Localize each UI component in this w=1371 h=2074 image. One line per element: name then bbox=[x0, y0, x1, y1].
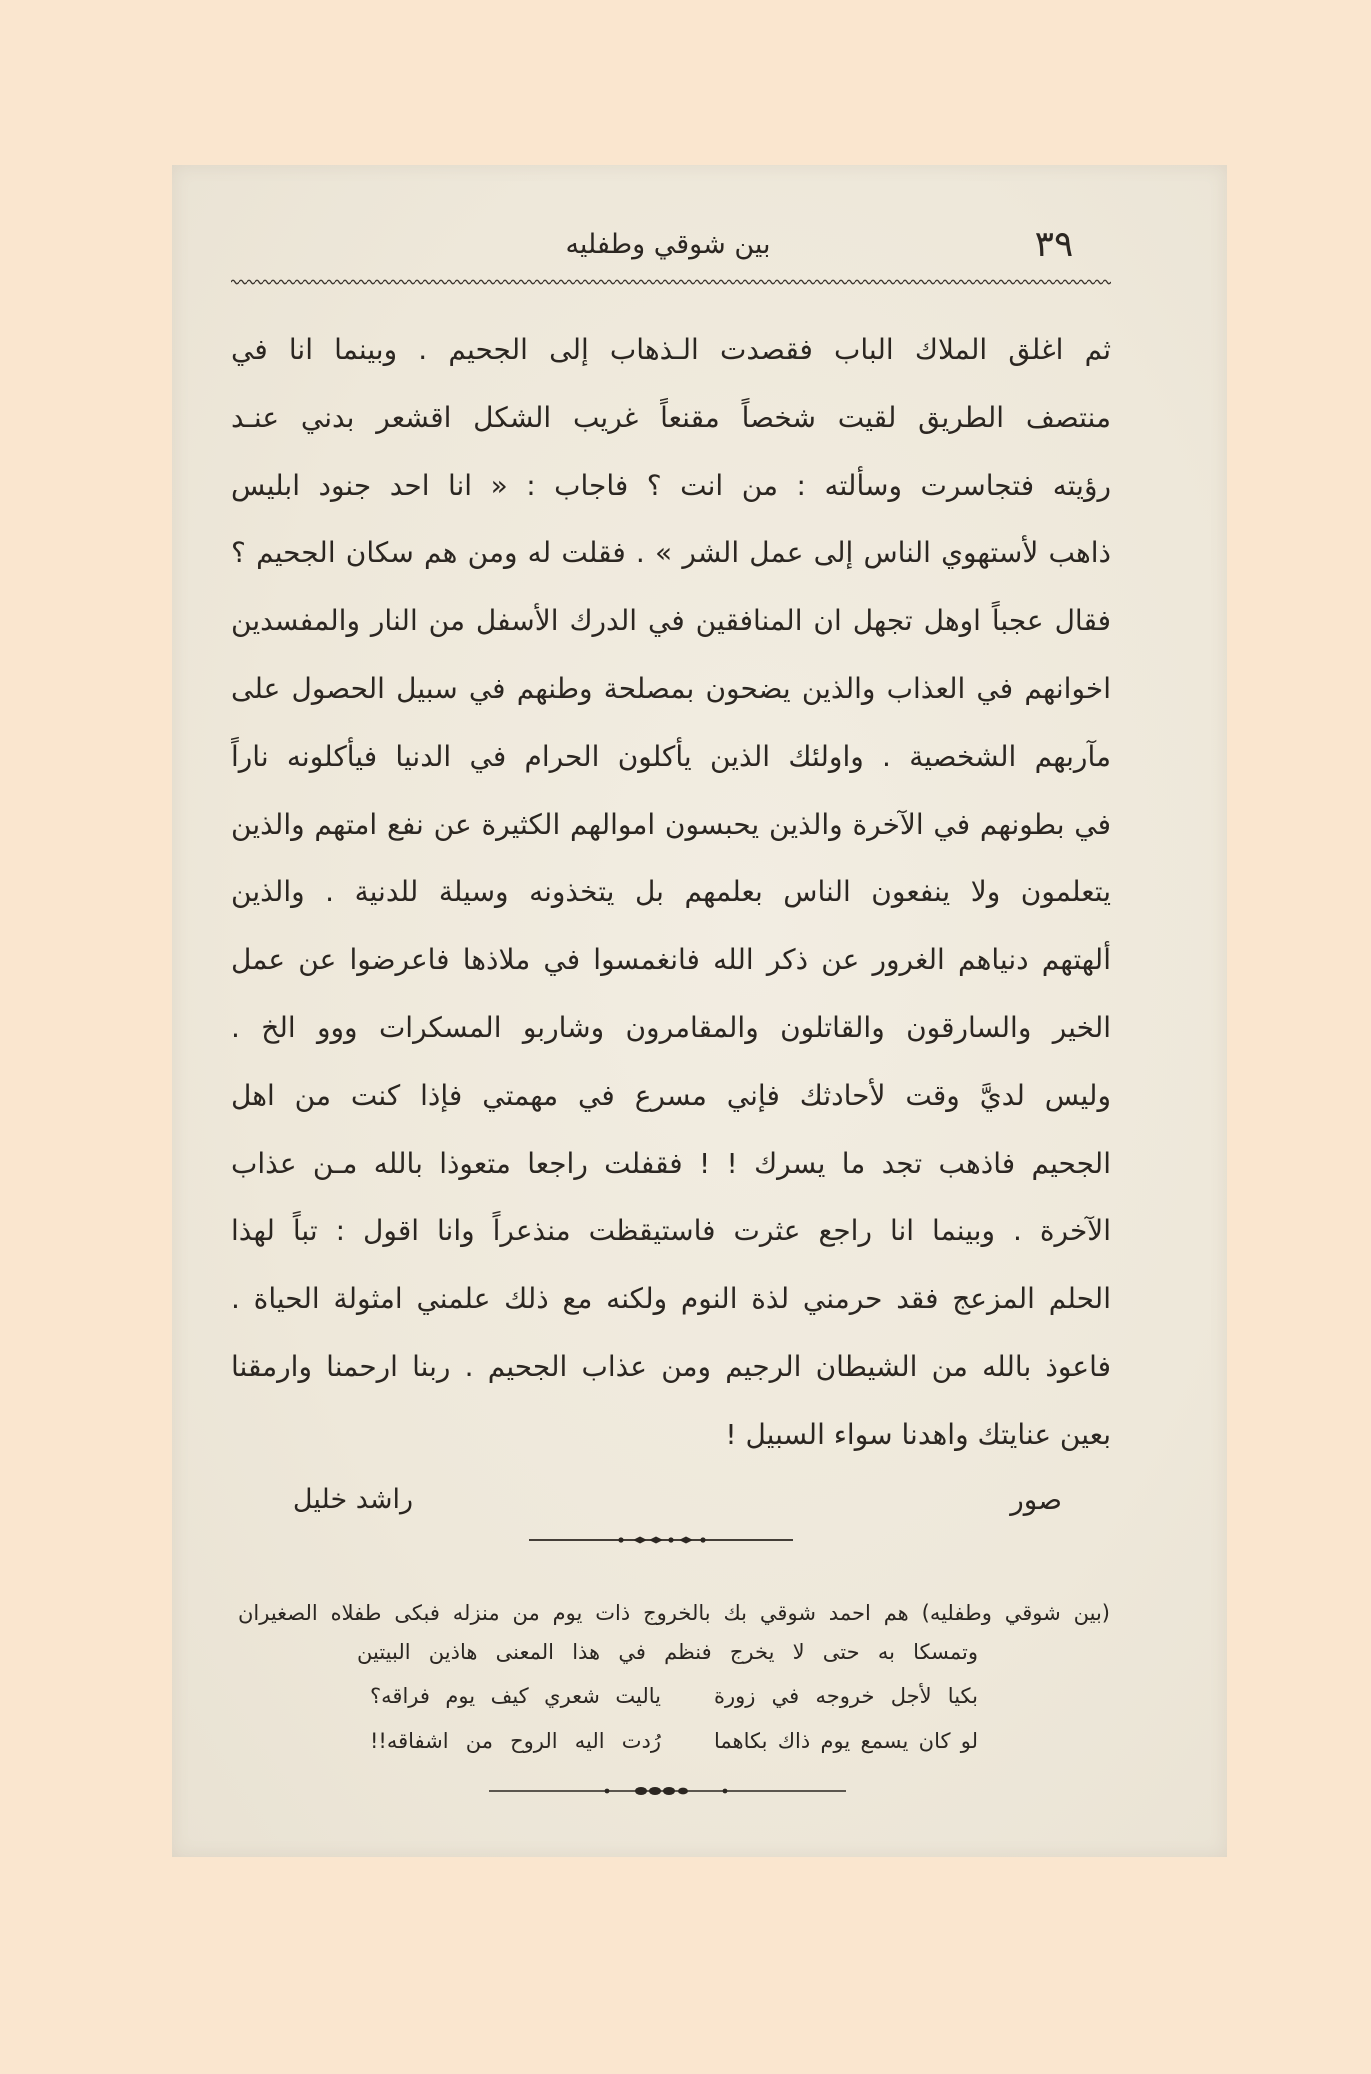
text-line: في بطونهم في الآخرة والذين يحبسون اموالهم الكثيرة عن نفع امتهم والذين bbox=[231, 807, 1111, 841]
text-line: ألهتهم دنياهم الغرور عن ذكر الله فانغمسوا في ملاذها فاعرضوا عن عمل bbox=[231, 943, 1111, 977]
text-line: ثم اغلق الملاك الباب فقصدت الـذهاب إلى الجحيم . وبينما انا في bbox=[231, 333, 1111, 366]
signature-place: صور bbox=[1010, 1483, 1062, 1516]
text-line: الجحيم فاذهب تجد ما يسرك ! ! فقفلت راجعا متعوذا بالله مـن عذاب bbox=[231, 1146, 1111, 1180]
text-line: اخوانهم في العذاب والذين يضحون بمصلحة وطنهم في سبيل الحصول على bbox=[231, 671, 1111, 705]
text-line: وليس لديَّ وقت لأحادثك فإني مسرع في مهمتي فإذا كنت من اهل bbox=[231, 1078, 1111, 1112]
footnote-line: وتمسكا به حتى لا يخرج فنظم في هذا المعنى هاذين البيتين bbox=[357, 1640, 978, 1664]
poem-verse-2-first-hemistich: لو كان يسمع يوم ذاك بكاهما bbox=[714, 1729, 978, 1753]
text-line: يتعلمون ولا ينفعون الناس بعلمهم بل يتخذونه وسيلة للدنية . والذين bbox=[231, 875, 1111, 909]
text-line: منتصف الطريق لقيت شخصاً مقنعاً غريب الشكل اقشعر بدني عنـد bbox=[231, 400, 1111, 434]
poem-verse-1-second-hemistich: ياليت شعري كيف يوم فراقه؟ bbox=[370, 1684, 661, 1708]
text-line: رؤيته فتجاسرت وسألته : من انت ؟ فاجاب : « انا احد جنود ابليس bbox=[231, 468, 1111, 502]
text-line: الآخرة . وبينما انا راجع عثرت فاستيقظت منذعراً وانا اقول : تباً لهذا bbox=[231, 1214, 1111, 1248]
page-number: ٣٩ bbox=[1034, 224, 1074, 265]
ornamental-divider-bottom bbox=[489, 1785, 846, 1797]
text-line: فاعوذ بالله من الشيطان الرجيم ومن عذاب الجحيم . ربنا ارحمنا وارمقنا bbox=[231, 1349, 1111, 1383]
text-line: الخير والسارقون والقاتلون والمقامرون وشاربو المسكرات ووو الخ . bbox=[231, 1010, 1111, 1044]
text-line: مآربهم الشخصية . واولئك الذين يأكلون الحرام في الدنيا فيأكلونه ناراً bbox=[231, 739, 1111, 773]
book-page bbox=[172, 165, 1227, 1857]
divider-ornament bbox=[489, 1787, 846, 1795]
footnote-line: (بين شوقي وطفليه) هم احمد شوقي بك بالخروج ذات يوم من منزله فبكى طفلاه الصغيران bbox=[238, 1601, 1110, 1625]
signature-author: راشد خليل bbox=[292, 1484, 414, 1515]
divider-ornament bbox=[529, 1537, 793, 1544]
poem-verse-1-first-hemistich: بكيا لأجل خروجه في زورة bbox=[714, 1684, 978, 1708]
running-title: بين شوقي وطفليه bbox=[565, 229, 771, 260]
text-line-last: بعين عنايتك واهدنا سواء السبيل ! bbox=[725, 1417, 1111, 1451]
text-line: الحلم المزعج فقد حرمني لذة النوم ولكنه مع ذلك علمني امثولة الحياة . bbox=[231, 1282, 1111, 1316]
body-text bbox=[231, 316, 1111, 1469]
text-line: فقال عجباً اوهل تجهل ان المنافقين في الدرك الأسفل من النار والمفسدين bbox=[231, 604, 1111, 638]
text-line: ذاهب لأستهوي الناس إلى عمل الشر » . فقلت له ومن هم سكان الجحيم ؟ bbox=[231, 536, 1111, 570]
wavy-header-rule bbox=[231, 276, 1111, 288]
poem-verse-2-second-hemistich: رُدت اليه الروح من اشفاقه!! bbox=[370, 1729, 661, 1753]
ornamental-divider bbox=[529, 1534, 793, 1546]
